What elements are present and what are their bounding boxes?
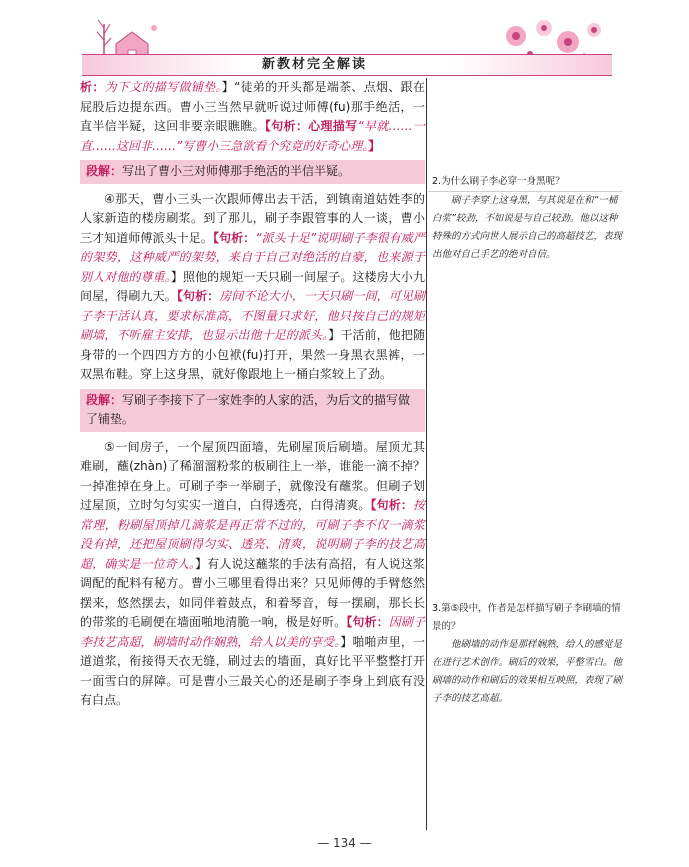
column-divider [426,78,427,830]
main-column [80,78,425,830]
header-title: 新教材完全解读 [262,57,368,72]
paragraph-summary-box: 段解：写出了曹小三对师傅那手绝活的半信半疑。 [80,160,425,184]
paragraph-summary-box: 段解：写刷子李接下了一家姓李的人家的活，为后文的描写做了铺垫。 [80,389,425,432]
paragraph-5: ⑤一间房子，一个屋顶四面墙，先刷屋顶后刷墙。屋顶尤其难刷，蘸(zhàn)了稀溜溜粉浆的板刷往上一举，谁能一滴不掉？一掉准掉在身上。可刷子李一举刷子，就像没有蘸浆。但刷子划过屋顶，立时匀匀实实一道白，白得透亮，白得清爽。【句析：按常理，粉刷屋顶掉几滴浆是再正常不过的，可刷子李不仅一滴浆没有掉，还把屋顶刷得匀实、透亮、清爽，说明刷子李的技艺高超，确实是一位奇人。】有人说这蘸浆的手法有高招，有人说这浆调配的配料有秘方。曹小三哪里看得出来？只见师傅的手臂悠然摆来，悠然摆去，如同伴着鼓点，和着琴音，每一摆刷，那长长的带浆的毛刷便在墙面啪地清脆一响，极是好听。【句析：因刷子李技艺高超，刷墙时动作娴熟，给人以美的享受。】啪啪声里，一道道浆，衔接得天衣无缝，刷过去的墙面，真好比平平整整打开一面雪白的屏障。可是曹小三最关心的还是刷子李身上到底有没有白点。 [80,439,425,707]
paragraph-4: ④那天，曹小三头一次跟师傅出去干活，到镇南道姑姓李的人家新造的楼房刷浆。到了那儿，刷子李跟管事的人一谈，曹小三才知道师傅派头十足。【句析：“派头十足”说明刷子李很有威严的架势，这种威严的架势，来自于自己对绝活的自豪，也来源于别人对他的尊重。】照他的规矩一天只刷一间屋子。这楼房大小九间屋，得刷九天。【句析：房间不论大小，一天只刷一间，可见刷子李干活认真，要求标准高，不图量只求好，他只按自己的规矩刷墙，不听雇主安排，也显示出他十足的派头。】干活前，他把随身带的一个四四方方的小包袱(fu)打开，果然一身黑衣黑裤，一双黑布鞋。穿上这身黑，就好像跟地上一桶白浆较上了劲。 [80,191,425,381]
side-question-2: 2.为什么刷子李必穿一身黑呢？ 刷子李穿上这身黑，与其说是在和“一桶白浆”较劲，不如说是与自己较劲。他以这种特殊的方式向世人展示自己的高超技艺，表现出他对自己手艺的绝对自信。 [428,173,623,264]
side-column [428,78,623,830]
page-header [82,10,612,80]
page-number: — 134 — [317,836,372,850]
side-question-3: 3.第⑤段中，作者是怎样描写刷子李刷墙的情景的？ 他刷墙的动作是那样娴熟，给人的感觉是在进行艺术创作。刷后的效果，平整雪白。他刷墙的动作和刷后的效果相互映照，表现了刷子李的技艺高超。 [432,603,623,704]
opening-paragraph: 析：为下文的描写做铺垫。】“徒弟的开头都是端茶、点烟、跟在屁股后边提东西。曹小三当然早就听说过师傅(fu)那手绝活，一直半信半疑，这回非要亲眼瞧瞧。【句析：心理描写“早就……一直……这回非……”写曹小三急欲看个究竟的好奇心理。】 [80,80,425,153]
